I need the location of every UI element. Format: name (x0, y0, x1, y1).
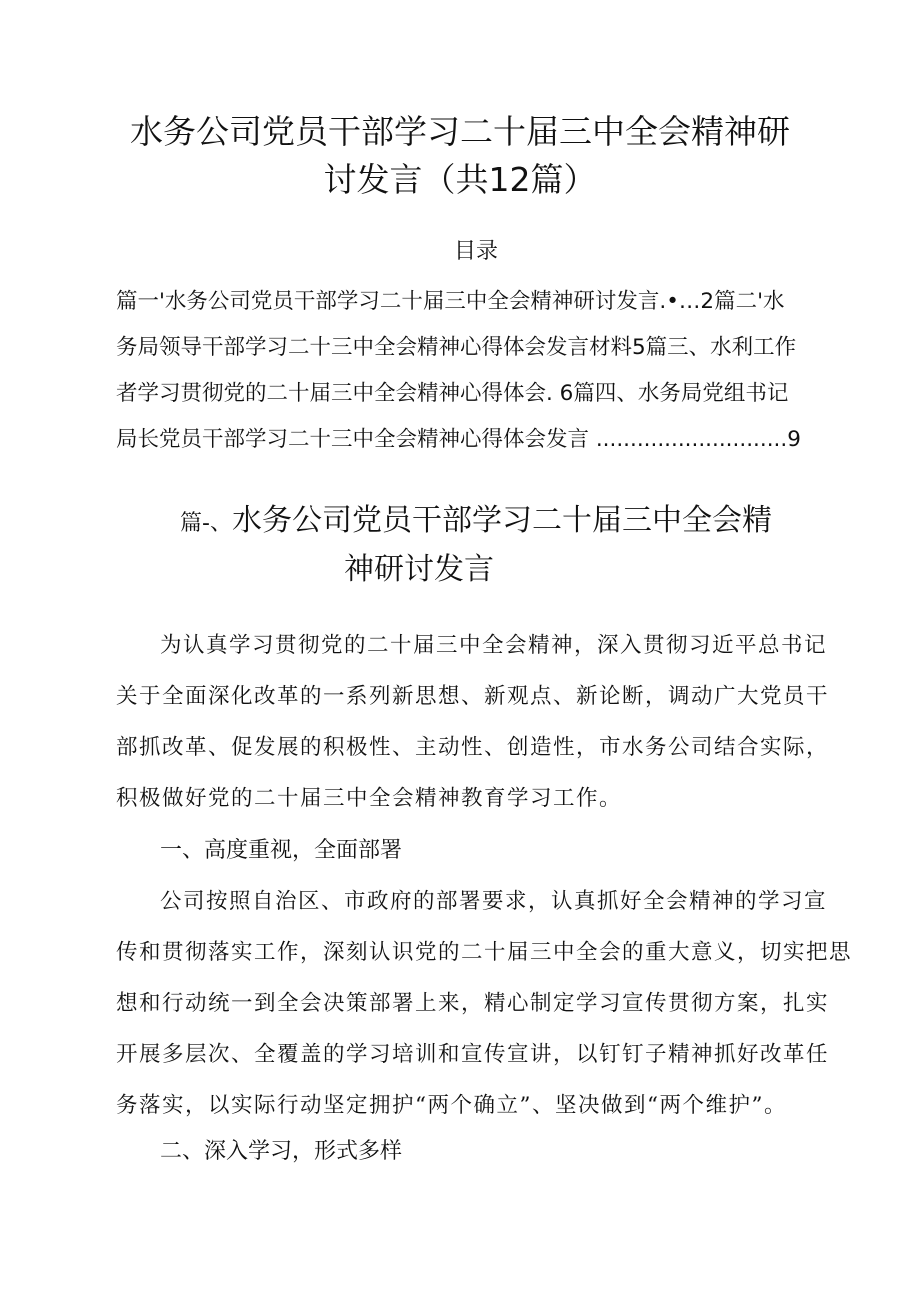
sub-heading-2: 二、深入学习，形式多样 (160, 1139, 403, 1164)
table-of-contents (116, 282, 816, 466)
paragraph-line: 积极做好党的二十届三中全会精神教育学习工作。 (116, 786, 623, 811)
paragraph-intro (116, 624, 830, 828)
document-title (100, 108, 820, 204)
section-title-text: 水务公司党员干部学习二十届三中全会精 (231, 503, 772, 538)
section-title-line: 神研讨发言 (344, 552, 494, 587)
paragraph-line: 关于全面深化改革的一系列新思想、新观点、新论断，调动广大党员干 (116, 684, 830, 709)
paragraph-line: 务落实，以实际行动坚定拥护“两个确立”、坚决做到“两个维护”。 (116, 1093, 787, 1118)
paragraph-line: 公司按照自治区、市政府的部署要求，认真抓好全会精神的学习宣 (160, 889, 828, 914)
document-title-line: 讨发言（共12篇） (323, 160, 597, 199)
section-title (180, 498, 840, 593)
section-title-line (180, 498, 840, 547)
paragraph-line: 部抓改革、促发展的积极性、主动性、创造性，市水务公司结合实际， (116, 735, 830, 760)
toc-line[interactable]: 局长党员干部学习二十三中全会精神心得体会发言 ............................9 (116, 427, 801, 452)
document-title-line: 水务公司党员干部学习二十届三中全会精神研 (130, 112, 790, 151)
toc-line[interactable]: 篇一'水务公司党员干部学习二十届三中全会精神研讨发言.•…2篇二'水 (116, 289, 785, 314)
section-prefix: 篇-、 (180, 511, 232, 536)
toc-line[interactable]: 者学习贯彻党的二十届三中全会精神心得体会. 6篇四、水务局党组书记 (116, 381, 789, 406)
paragraph-line: 开展多层次、全覆盖的学习培训和宣传宣讲，以钉钉子精神抓好改革任 (116, 1042, 830, 1067)
toc-line[interactable]: 务局领导干部学习二十三中全会精神心得体会发言材料5篇三、水利工作 (116, 335, 797, 360)
sub-heading-1: 一、高度重视，全面部署 (160, 838, 403, 863)
toc-heading: 目录 (453, 239, 498, 264)
paragraph-line: 为认真学习贯彻党的二十届三中全会精神，深入贯彻习近平总书记 (160, 633, 828, 658)
paragraph-line: 想和行动统一到全会决策部署上来，精心制定学习宣传贯彻方案，扎实 (116, 991, 830, 1016)
paragraph-line: 传和贯彻落实工作，深刻认识党的二十届三中全会的重大意义，切实把思 (116, 940, 853, 965)
paragraph-deployment (116, 880, 853, 1135)
